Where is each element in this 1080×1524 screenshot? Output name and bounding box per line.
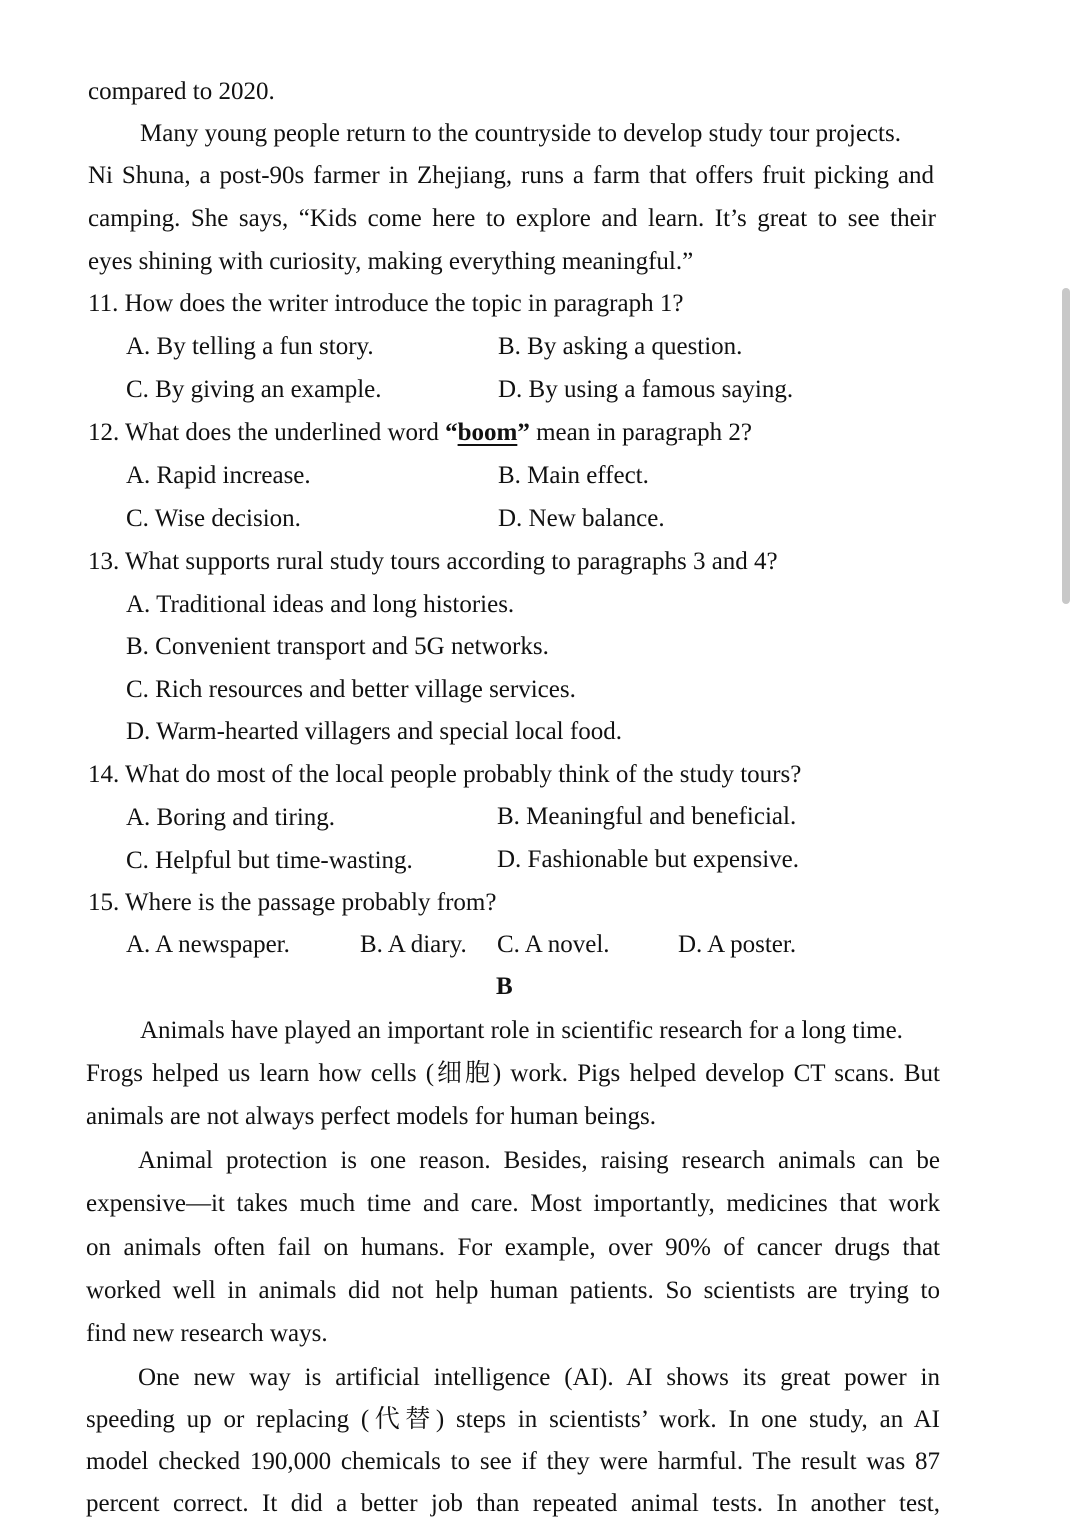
passage-b-line-6: on animals often fail on humans. For example, over 90% of cancer drugs that — [86, 1234, 940, 1261]
question-12-quote-close: ” — [517, 419, 530, 446]
passage-a-para4-line-1: Many young people return to the countryside to develop study tour projects. — [140, 120, 901, 147]
question-11-option-d: D. By using a famous saying. — [498, 376, 794, 403]
passage-b-line-10: speeding up or replacing (代替) steps in scientists’ work. In one study, an AI — [86, 1406, 940, 1433]
question-14-option-a: A. Boring and tiring. — [126, 804, 336, 831]
passage-b-line-8: find new research ways. — [86, 1320, 328, 1347]
question-13-option-d: D. Warm-hearted villagers and special local food. — [126, 718, 622, 745]
question-15-option-b: B. A diary. — [360, 931, 467, 958]
question-11-stem: 11. How does the writer introduce the topic in paragraph 1? — [88, 290, 684, 317]
question-13-option-c: C. Rich resources and better village services. — [126, 676, 576, 703]
passage-a-line-1: compared to 2020. — [88, 78, 275, 105]
question-15-stem: 15. Where is the passage probably from? — [88, 889, 497, 916]
passage-b-line-7: worked well in animals did not help human patients. So scientists are trying to — [86, 1277, 940, 1304]
question-11-option-c: C. By giving an example. — [126, 376, 382, 403]
passage-b-line-12: percent correct. It did a better job than repeated animal tests. In another test, — [86, 1490, 940, 1517]
question-12-option-b: B. Main effect. — [498, 462, 649, 489]
question-15-option-a: A. A newspaper. — [126, 931, 290, 958]
passage-b-line-1: Animals have played an important role in scientific research for a long time. — [140, 1017, 903, 1044]
question-12-option-a: A. Rapid increase. — [126, 462, 311, 489]
question-12-quote-open: “ — [445, 419, 458, 446]
question-11-option-a: A. By telling a fun story. — [126, 333, 374, 360]
question-12-stem — [88, 417, 752, 449]
question-14-option-b: B. Meaningful and beneficial. — [497, 803, 797, 830]
passage-b-line-3: animals are not always perfect models for human beings. — [86, 1103, 656, 1130]
passage-b-heading: B — [496, 973, 513, 1000]
question-15-option-c: C. A novel. — [497, 931, 610, 958]
passage-a-para4-line-2: Ni Shuna, a post-90s farmer in Zhejiang, runs a farm that offers fruit picking and — [88, 162, 934, 189]
passage-b-line-4: Animal protection is one reason. Besides, raising research animals can be — [138, 1147, 940, 1174]
passage-b-line-2: Frogs helped us learn how cells (细胞) work. Pigs helped develop CT scans. But — [86, 1060, 940, 1087]
question-12-stem-after: mean in paragraph 2? — [529, 419, 752, 446]
question-12-stem-before: 12. What does the underlined word — [88, 419, 446, 446]
question-14-option-c: C. Helpful but time-wasting. — [126, 847, 413, 874]
question-13-stem: 13. What supports rural study tours according to paragraphs 3 and 4? — [88, 548, 778, 575]
passage-a-para4-line-3: camping. She says, “Kids come here to explore and learn. It’s great to see their — [88, 205, 936, 232]
question-12-option-d: D. New balance. — [498, 505, 665, 532]
passage-a-para4-line-4: eyes shining with curiosity, making everything meaningful.” — [88, 248, 694, 275]
passage-b-line-11: model checked 190,000 chemicals to see if they were harmful. The result was 87 — [86, 1448, 940, 1475]
question-14-stem: 14. What do most of the local people probably think of the study tours? — [88, 761, 802, 788]
passage-b-line-5: expensive—it takes much time and care. Most importantly, medicines that work — [86, 1190, 940, 1217]
passage-b-line-9: One new way is artificial intelligence (AI). AI shows its great power in — [138, 1364, 940, 1391]
question-13-option-b: B. Convenient transport and 5G networks. — [126, 633, 549, 660]
underlined-word-boom: boom — [457, 419, 518, 446]
vertical-scrollbar[interactable] — [1062, 288, 1070, 604]
question-13-option-a: A. Traditional ideas and long histories. — [126, 591, 515, 618]
question-11-option-b: B. By asking a question. — [498, 333, 743, 360]
question-14-option-d: D. Fashionable but expensive. — [497, 846, 800, 873]
question-12-option-c: C. Wise decision. — [126, 505, 301, 532]
question-15-option-d: D. A poster. — [678, 931, 797, 958]
